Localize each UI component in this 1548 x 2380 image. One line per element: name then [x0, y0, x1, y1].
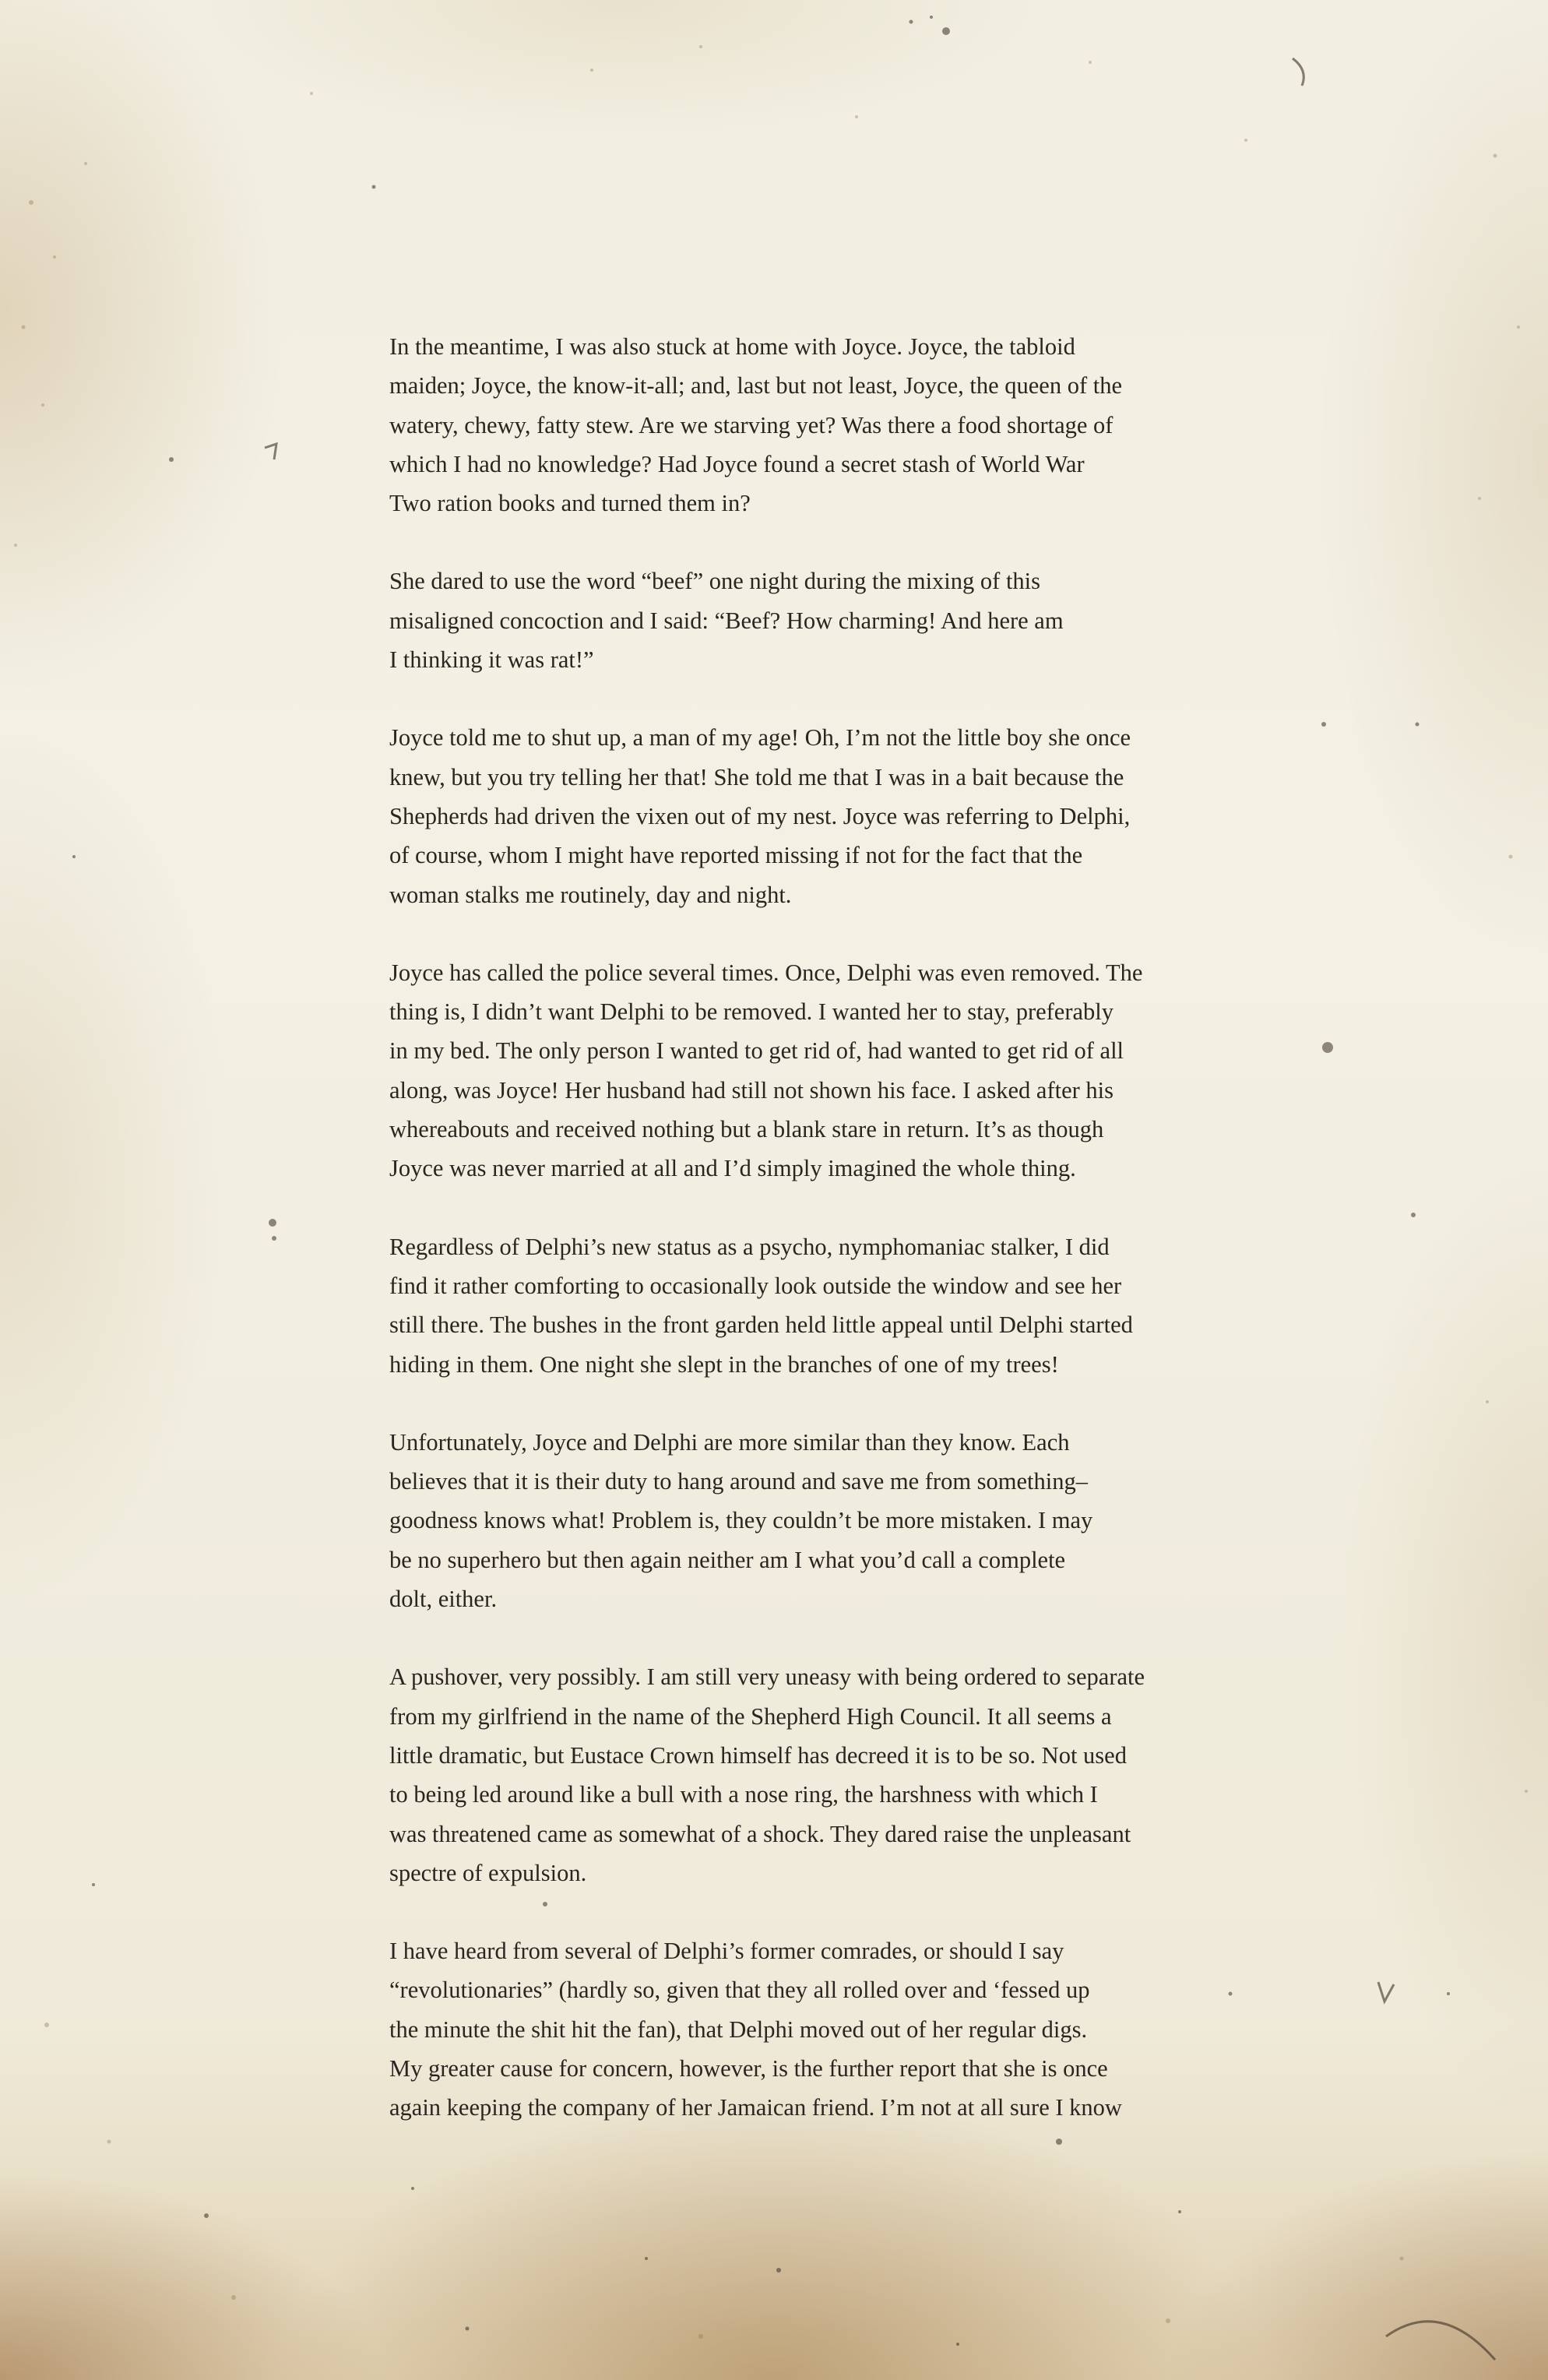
paragraph: Joyce told me to shut up, a man of my age! Oh, I’m not the little boy she once knew, but you try telling her that! She told me that I was in a bait because the Shepherds had driven the vixen out of my nest. Joyce was referring to Delphi, of course, whom I might have reported missing if not for the fact that the woman stalks me routinely, day and night. [389, 724, 1131, 908]
paragraph: Unfortunately, Joyce and Delphi are more similar than they know. Each believes that it is their duty to hang around and save me from something– goodness knows what! Problem is, they couldn’t be more mistaken. I may be no superhero but then again neither am I what you’d call a complete dolt, either. [389, 1428, 1093, 1613]
body-text [389, 327, 1246, 2167]
paragraph: I have heard from several of Delphi’s former comrades, or should I say “revolutionaries” (hardly so, given that they all rolled over and ‘fessed up the minute the shit hit the fan), that Delphi moved out of her regular digs. My greater cause for concern, however, is the further report that she is once again keeping the company of her Jamaican friend. I’m not at all sure I know [389, 1938, 1122, 2121]
paragraph: In the meantime, I was also stuck at home with Joyce. Joyce, the tabloid maiden; Joyce, the know-it-all; and, last but not least, Joyce, the queen of the watery, chewy, fatty stew. Are we starving yet? Was there a food shortage of which I had no knowledge? Had Joyce found a secret stash of World War Two ration books and turned them in? [389, 333, 1123, 517]
paragraph: She dared to use the word “beef” one night during the mixing of this misaligned concoction and I said: “Beef? How charming! And here am I thinking it was rat!” [389, 568, 1064, 674]
paragraph: Joyce has called the police several times. Once, Delphi was even removed. The thing is, I didn’t want Delphi to be removed. I wanted her to stay, preferably in my bed. The only person I wanted to get rid of, had wanted to get rid of all along, was Joyce! Her husband had still not shown his face. I asked after his whereabouts and received nothing but a blank stare in return. It’s as though Joyce was never married at all and I’d simply imagined the whole thing. [389, 959, 1143, 1182]
paragraph: A pushover, very possibly. I am still very uneasy with being ordered to separate from my girlfriend in the name of the Shepherd High Council. It all seems a little dramatic, but Eustace Crown himself has decreed it is to be so. Not used to being led around like a bull with a nose ring, the harshness with which I was threatened came as somewhat of a shock. They dared raise the unpleasant spectre of expulsion. [389, 1664, 1145, 1886]
paragraph: Regardless of Delphi’s new status as a psycho, nymphomaniac stalker, I did find it rather comforting to occasionally look outside the window and see her still there. The bushes in the front garden held little appeal until Delphi started hiding in them. One night she slept in the branches of one of my trees! [389, 1233, 1133, 1378]
